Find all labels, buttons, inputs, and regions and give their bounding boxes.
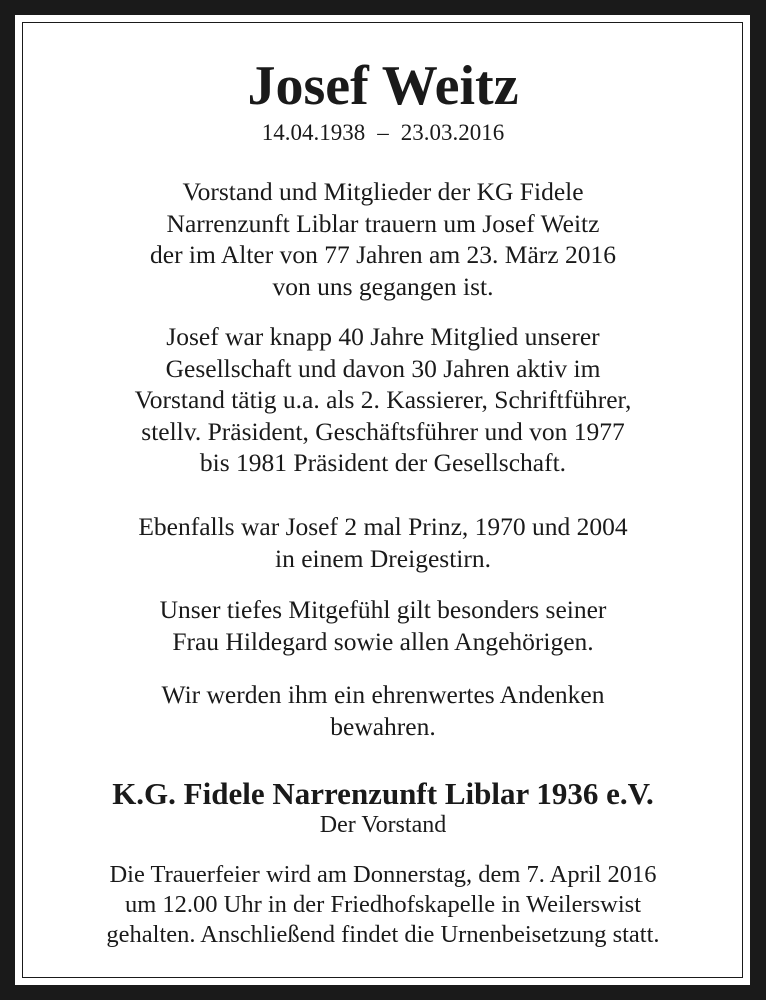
text-line: bewahren. xyxy=(330,711,436,741)
text-line: Narrenzunft Liblar trauern um Josef Weitz xyxy=(166,208,600,238)
text-line: Josef war knapp 40 Jahre Mitglied unserer xyxy=(166,322,600,351)
signatory: Der Vorstand xyxy=(319,812,447,838)
text-line: von uns gegangen ist. xyxy=(272,271,494,301)
text-line: der im Alter von 77 Jahren am 23. März 2016 xyxy=(150,240,616,269)
membership-paragraph xyxy=(24,321,742,479)
text-line: gehalten. Anschließend findet die Urnenbeisetzung statt. xyxy=(106,921,660,948)
text-line: Gesellschaft und davon 30 Jahren aktiv im xyxy=(165,353,601,383)
text-line: Ebenfalls war Josef 2 mal Prinz, 1970 und 2004 xyxy=(138,512,628,541)
life-dates xyxy=(24,118,742,148)
remembrance-paragraph xyxy=(24,679,742,742)
text-line: Wir werden ihm ein ehrenwertes Andenken xyxy=(161,680,605,709)
text-line: bis 1981 Präsident der Gesellschaft. xyxy=(199,448,567,477)
funeral-info xyxy=(24,860,742,950)
text-line: Unser tiefes Mitgefühl gilt besonders seiner xyxy=(159,595,607,624)
organization-name: K.G. Fidele Narrenzunft Liblar 1936 e.V. xyxy=(112,776,654,811)
text-line: um 12.00 Uhr in der Friedhofskapelle in Weilerswist xyxy=(124,891,642,918)
birth-date: 14.04.1938 xyxy=(261,120,366,145)
announcement-paragraph xyxy=(24,176,742,302)
prince-paragraph xyxy=(24,511,742,574)
text-line: stellv. Präsident, Geschäftsführer und von 1977 xyxy=(141,416,625,446)
text-line: Vorstand und Mitglieder der KG Fidele xyxy=(182,177,584,206)
text-line: Vorstand tätig u.a. als 2. Kassierer, Schriftführer, xyxy=(134,385,632,414)
condolence-paragraph xyxy=(24,594,742,657)
death-date: 23.03.2016 xyxy=(400,120,505,145)
text-line: Frau Hildegard sowie allen Angehörigen. xyxy=(172,626,594,656)
text-line: Die Trauerfeier wird am Donnerstag, dem 7. April 2016 xyxy=(109,861,657,888)
deceased-name: Josef Weitz xyxy=(247,55,519,117)
text-line: in einem Dreigestirn. xyxy=(275,543,491,573)
obituary-notice xyxy=(24,24,742,976)
date-separator: – xyxy=(377,120,389,145)
